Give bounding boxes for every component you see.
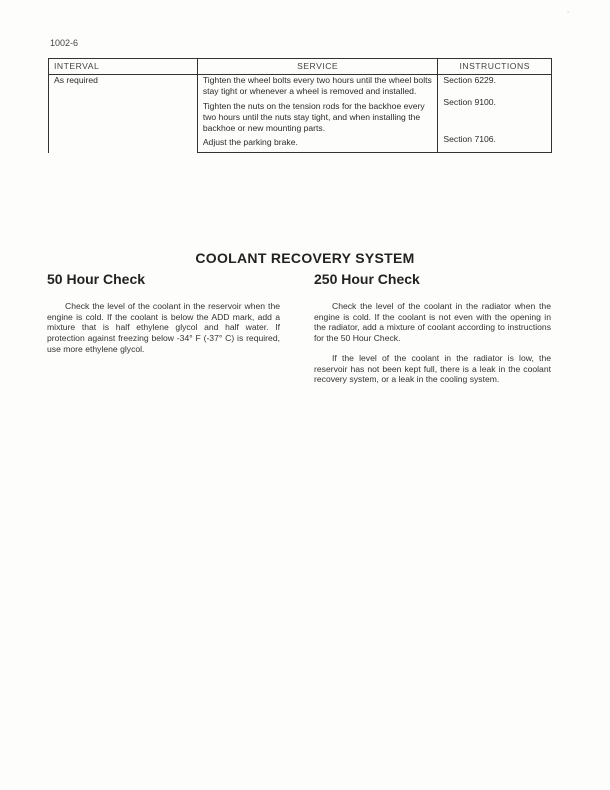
instructions-header: INSTRUCTIONS (438, 59, 552, 75)
page-number: 1002-6 (50, 38, 79, 48)
instructions-cell: Section 7106. (438, 134, 552, 153)
fifty-hour-heading: 50 Hour Check (47, 271, 146, 287)
instructions-cell: Section 9100. (438, 97, 552, 134)
two-fifty-hour-heading: 250 Hour Check (314, 271, 420, 287)
service-cell: Tighten the nuts on the tension rods for the backhoe every two hours until the nuts stay tight, and when installing the backhoe or new mounting parts. (197, 97, 438, 134)
two-fifty-hour-paragraph: Check the level of the coolant in the radiator when the engine is cold. If the coolant is not even with the opening in the radiator, add a mixture of coolant according to instructions for the 50 Hour Check. (314, 301, 551, 344)
table-header-row (49, 59, 552, 75)
fifty-hour-column (47, 271, 280, 364)
service-cell: Tighten the wheel bolts every two hours until the wheel bolts stay tight or whenever a wheel is removed and installed. (197, 75, 438, 98)
table-row (49, 75, 552, 98)
two-fifty-hour-column (314, 271, 551, 394)
instructions-cell: Section 6229. (438, 75, 552, 98)
service-header: SERVICE (197, 59, 438, 75)
two-fifty-hour-paragraph: If the level of the coolant in the radiator is low, the reservoir has not been kept full, there is a leak in the coolant recovery system, or a leak in the cooling system. (314, 352, 551, 385)
service-cell: Adjust the parking brake. (197, 134, 438, 153)
section-title: COOLANT RECOVERY SYSTEM (195, 250, 415, 266)
interval-cell: As required (49, 75, 198, 153)
fifty-hour-paragraph: Check the level of the coolant in the reservoir when the engine is cold. If the coolant is below the ADD mark, add a mixture that is half ethylene glycol and half water. If protection against freezing below -34° F (-37° C) is required, use more ethylene glycol. (47, 301, 280, 354)
service-table (48, 58, 552, 153)
interval-header: INTERVAL (49, 59, 198, 75)
corner-mark: - (567, 9, 570, 16)
